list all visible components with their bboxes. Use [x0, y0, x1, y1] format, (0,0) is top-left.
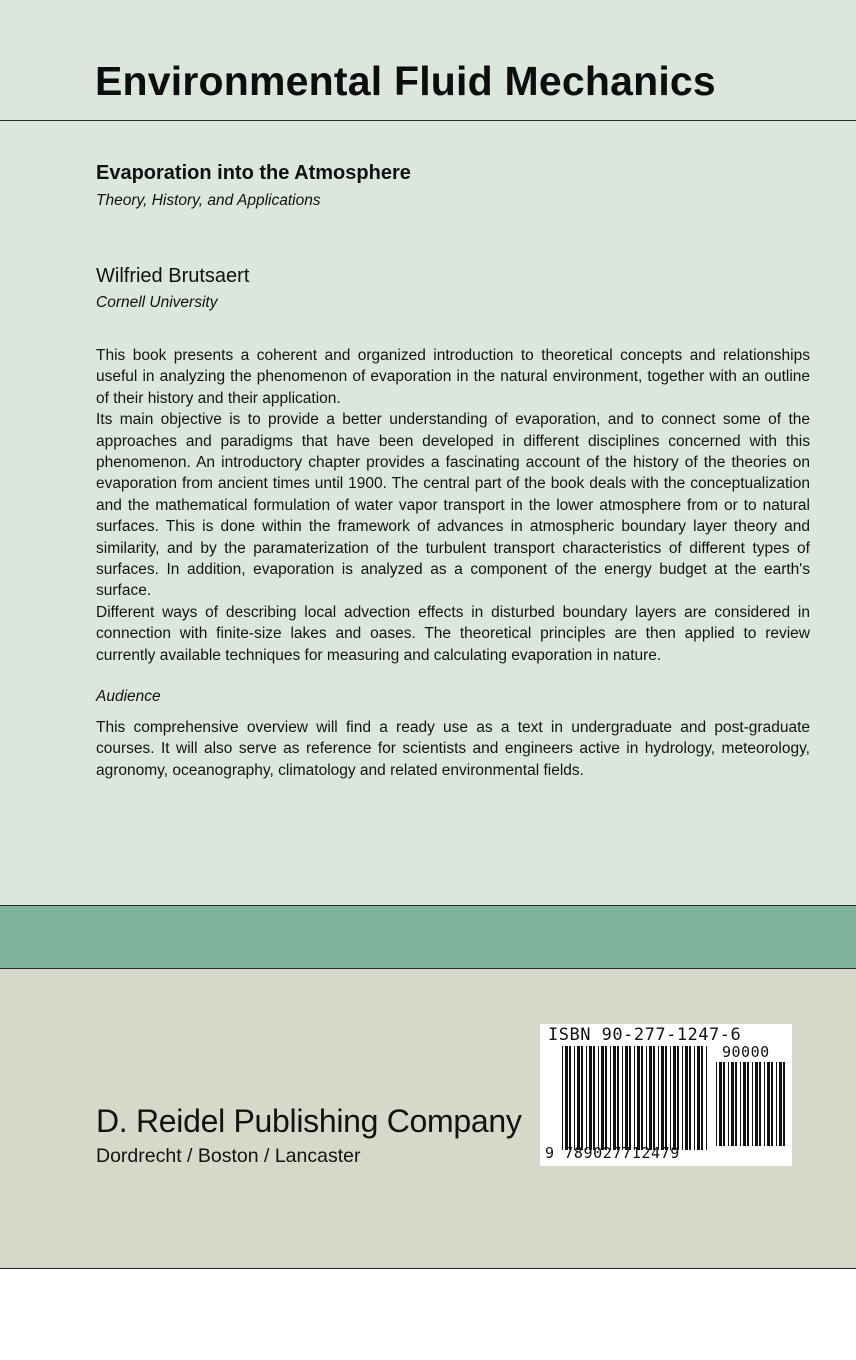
isbn-text: ISBN 90-277-1247-6 — [548, 1025, 742, 1045]
description-paragraph-2: Its main objective is to provide a better understanding of evaporation, and to connect some of the approaches and paradigms that have been developed in different disciplines concerned with this phenomenon. An introductory chapter provides a fascinating account of the history of the theories on evaporation from ancient times until 1900. The central part of the book deals with the conceptualization and the mathematical formulation of water vapor transport in the lower atmosphere from or to natural surfaces. This is done within the framework of advances in atmospheric boundary layer theory and similarity, and by the paramaterization of the turbulent transport characteristics of different types of surfaces. In addition, evaporation is analyzed as a component of the energy budget at the earth's surface. — [96, 411, 810, 600]
barcode-bar — [723, 1062, 725, 1146]
barcode-bar — [641, 1046, 643, 1150]
barcode-bar — [701, 1046, 703, 1150]
publisher-cities: Dordrecht / Boston / Lancaster — [96, 1145, 361, 1167]
barcode-bar — [697, 1046, 700, 1150]
barcode-bar — [740, 1062, 741, 1146]
barcode-bar — [646, 1046, 647, 1150]
barcode-bar — [755, 1062, 758, 1146]
barcode-addon-digits: 90000 — [722, 1043, 770, 1061]
description-paragraph-3: Different ways of describing local advection effects in disturbed boundary layers are considered in connection with finite-size lakes and oases. The theoretical principles are then applied to review currently available techniques for measuring and calculating evaporation in nature. — [96, 603, 810, 664]
barcode-bar — [759, 1062, 761, 1146]
book-title: Evaporation into the Atmosphere — [96, 162, 411, 184]
description-paragraph-1: This book presents a coherent and organized introduction to theoretical concepts and relationships useful in analyzing the phenomenon of evaporation in the natural environment, together with an outline of their history and their application. — [96, 347, 810, 407]
barcode-bar — [689, 1046, 691, 1150]
barcode-bar — [637, 1046, 640, 1150]
barcode-bar — [735, 1062, 737, 1146]
barcode-bar — [634, 1046, 635, 1150]
barcode-bar — [685, 1046, 688, 1150]
barcode-bar — [665, 1046, 667, 1150]
barcode-bar — [586, 1046, 587, 1150]
book-subtitle: Theory, History, and Applications — [96, 192, 321, 209]
barcode-bar — [771, 1062, 773, 1146]
barcode-bar — [649, 1046, 652, 1150]
ean-digits — [545, 1144, 680, 1162]
barcode-bar — [598, 1046, 599, 1150]
barcode-bar — [593, 1046, 595, 1150]
barcode-bar — [653, 1046, 655, 1150]
author-affiliation: Cornell University — [96, 294, 218, 311]
barcode-bar — [716, 1062, 717, 1146]
title-divider — [0, 120, 856, 121]
barcode-bar — [682, 1046, 683, 1150]
barcode-bar — [610, 1046, 611, 1150]
series-title: Environmental Fluid Mechanics — [95, 58, 716, 104]
barcode-bar — [658, 1046, 659, 1150]
ean-left-digits: 789027 — [564, 1144, 623, 1162]
barcode-bar — [779, 1062, 782, 1146]
barcode-bar — [574, 1046, 575, 1150]
barcode-bar — [670, 1046, 671, 1150]
ean-first-digit: 9 — [545, 1144, 555, 1162]
barcode-bar — [677, 1046, 679, 1150]
barcode-bar — [747, 1062, 749, 1146]
audience-text: This comprehensive overview will find a ready use as a text in undergraduate and post-graduate courses. It will also serve as reference for scientists and engineers active in hydrology, meteorology, agronomy, oceanography, climatology and related environmental fields. — [96, 719, 810, 779]
author-name: Wilfried Brutsaert — [96, 265, 250, 287]
barcode-bar — [617, 1046, 619, 1150]
barcode-bar — [613, 1046, 616, 1150]
barcode-bar — [767, 1062, 770, 1146]
barcode-bar — [694, 1046, 695, 1150]
barcode-bar — [673, 1046, 676, 1150]
barcode-bar — [565, 1046, 568, 1150]
barcode-bar — [764, 1062, 765, 1146]
barcode-bar — [728, 1062, 729, 1146]
barcode-bar — [783, 1062, 785, 1146]
barcode-bar — [743, 1062, 746, 1146]
barcode-bar — [731, 1062, 734, 1146]
barcode-bar — [577, 1046, 580, 1150]
book-description — [96, 345, 810, 666]
barcode-bar — [719, 1062, 722, 1146]
barcode-bar — [706, 1046, 707, 1150]
color-band — [0, 905, 856, 969]
barcode-bar — [562, 1046, 563, 1150]
ean-right-digits: 712479 — [622, 1144, 680, 1162]
barcode-bar — [589, 1046, 592, 1150]
audience-heading: Audience — [96, 688, 161, 705]
barcode-bar — [661, 1046, 664, 1150]
publisher-name: D. Reidel Publishing Company — [96, 1103, 522, 1139]
barcode-bar — [601, 1046, 604, 1150]
barcode-bar — [605, 1046, 607, 1150]
barcode-bar — [622, 1046, 623, 1150]
barcode-bar — [629, 1046, 631, 1150]
barcode-bar — [752, 1062, 753, 1146]
barcode-bar — [776, 1062, 777, 1146]
barcode-bar — [581, 1046, 583, 1150]
barcode-bar — [625, 1046, 628, 1150]
barcode-bar — [569, 1046, 571, 1150]
barcode-label — [540, 1024, 792, 1166]
